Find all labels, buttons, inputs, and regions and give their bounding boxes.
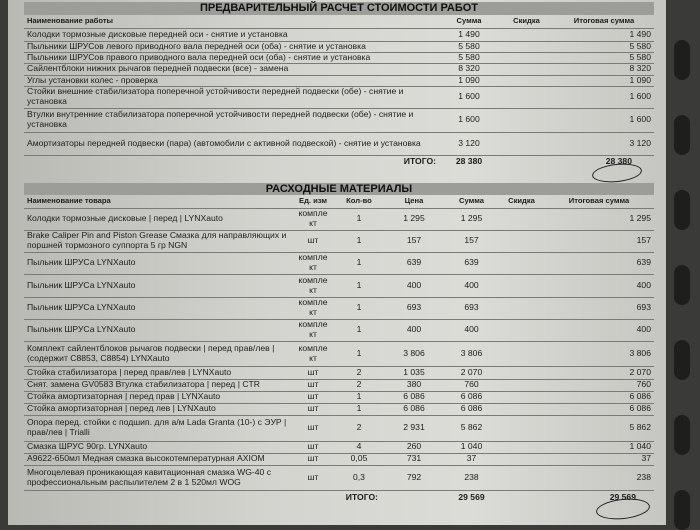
work-sum: 1 090	[439, 75, 499, 86]
materials-title: РАСХОДНЫЕ МАТЕРИАЛЫ	[24, 183, 654, 195]
item-qty: 1	[334, 341, 384, 366]
item-unit: шт	[292, 453, 334, 465]
item-discount	[499, 252, 544, 274]
item-price: 400	[384, 319, 444, 341]
work-discount	[499, 86, 554, 108]
item-price: 1 035	[384, 366, 444, 379]
work-sum: 1 490	[439, 28, 499, 41]
work-sum: 8 320	[439, 63, 499, 75]
work-discount	[499, 63, 554, 75]
materials-total-label: ИТОГО:	[345, 492, 378, 503]
table-row	[24, 441, 654, 453]
work-name: Пыльники ШРУСов левого приводного вала передней оси (оба) - снятие и установка	[24, 41, 439, 52]
table-row	[24, 132, 654, 155]
work-total: 1 490	[554, 28, 654, 41]
item-price: 792	[384, 465, 444, 490]
item-total: 6 086	[544, 391, 654, 403]
works-total-final: 28 380	[605, 156, 632, 167]
table-row	[24, 415, 654, 441]
work-discount	[499, 108, 554, 132]
item-name: Стойка амортизаторная | перед лев | LYNXauto	[24, 403, 292, 415]
col-header-qty: Кол-во	[334, 195, 384, 208]
item-name: Смазка ШРУС 90гр. LYNXauto	[24, 441, 292, 453]
work-total: 1 600	[554, 108, 654, 132]
table-row	[24, 41, 654, 52]
table-row	[24, 453, 654, 465]
item-discount	[499, 441, 544, 453]
item-unit: шт	[292, 465, 334, 490]
item-sum: 37	[444, 453, 499, 465]
item-total: 3 806	[544, 341, 654, 366]
punch-hole	[674, 490, 690, 530]
item-qty: 2	[334, 366, 384, 379]
item-unit: компле кт	[292, 341, 334, 366]
work-total: 1 090	[554, 75, 654, 86]
col-header-discount: Скидка	[499, 195, 544, 208]
item-price: 3 806	[384, 341, 444, 366]
item-discount	[499, 274, 544, 297]
item-sum: 1 040	[444, 441, 499, 453]
item-discount	[499, 379, 544, 391]
work-discount	[499, 41, 554, 52]
item-discount	[499, 208, 544, 230]
work-discount	[499, 52, 554, 63]
work-total: 5 580	[554, 52, 654, 63]
item-name: Пыльник ШРУСа LYNXauto	[24, 252, 292, 274]
item-price: 639	[384, 252, 444, 274]
item-qty: 0,3	[334, 465, 384, 490]
table-row	[24, 208, 654, 230]
item-price: 260	[384, 441, 444, 453]
item-price: 6 086	[384, 391, 444, 403]
item-unit: шт	[292, 366, 334, 379]
item-sum: 3 806	[444, 341, 499, 366]
item-discount	[499, 403, 544, 415]
work-sum: 1 600	[439, 86, 499, 108]
item-name: Стойка стабилизатора | перед прав/лев | LYNXauto	[24, 366, 292, 379]
col-header-name: Наименование работы	[24, 15, 439, 28]
col-header-total: Итоговая сумма	[544, 195, 654, 208]
item-discount	[499, 319, 544, 341]
work-sum: 5 580	[439, 52, 499, 63]
item-unit: компле кт	[292, 319, 334, 341]
work-total: 5 580	[554, 41, 654, 52]
work-name: Амортизаторы передней подвески (пара) (автомобили с активной подвеской) - снятие и установка	[24, 132, 439, 155]
item-price: 731	[384, 453, 444, 465]
table-row	[24, 297, 654, 319]
works-title: ПРЕДВАРИТЕЛЬНЫЙ РАСЧЕТ СТОИМОСТИ РАБОТ	[24, 2, 654, 15]
work-discount	[499, 28, 554, 41]
punch-hole	[674, 340, 690, 380]
item-name: Пыльник ШРУСа LYNXauto	[24, 274, 292, 297]
table-row	[24, 230, 654, 252]
punch-hole	[674, 40, 690, 80]
punch-hole	[674, 115, 690, 155]
work-discount	[499, 132, 554, 155]
work-name: Пыльники ШРУСов правого приводного вала передней оси (оба) - снятие и установка	[24, 52, 439, 63]
table-row	[24, 75, 654, 86]
item-unit: шт	[292, 230, 334, 252]
item-total: 639	[544, 252, 654, 274]
col-header-item: Наименование товара	[24, 195, 292, 208]
col-header-sum: Сумма	[444, 195, 499, 208]
item-price: 6 086	[384, 403, 444, 415]
item-qty: 1	[334, 230, 384, 252]
item-qty: 0,05	[334, 453, 384, 465]
item-unit: компле кт	[292, 208, 334, 230]
table-row	[24, 391, 654, 403]
item-price: 693	[384, 297, 444, 319]
item-qty: 2	[334, 379, 384, 391]
item-total: 693	[544, 297, 654, 319]
item-qty: 1	[334, 297, 384, 319]
table-row	[24, 403, 654, 415]
item-sum: 5 862	[444, 415, 499, 441]
item-qty: 1	[334, 208, 384, 230]
item-sum: 760	[444, 379, 499, 391]
table-row	[24, 52, 654, 63]
materials-total-final: 29 569	[609, 492, 636, 503]
work-total: 1 600	[554, 86, 654, 108]
item-name: Многоцелевая проникающая кавитационная смазка WG-40 с профессиональным распылителем 2 в 1 520мл WOG	[24, 465, 292, 490]
table-row	[24, 366, 654, 379]
item-name: Пыльник ШРУСа LYNXauto	[24, 319, 292, 341]
item-price: 2 931	[384, 415, 444, 441]
item-qty: 1	[334, 252, 384, 274]
item-sum: 1 295	[444, 208, 499, 230]
item-sum: 2 070	[444, 366, 499, 379]
item-discount	[499, 465, 544, 490]
item-discount	[499, 297, 544, 319]
item-total: 1 040	[544, 441, 654, 453]
item-qty: 1	[334, 391, 384, 403]
works-table	[24, 15, 654, 169]
work-name: Колодки тормозные дисковые передней оси - снятие и установка	[24, 28, 439, 41]
item-name: Опора перед. стойки с подшип. для а/м Lada Granta (10-) с ЭУР | прав/лев | Trialli	[24, 415, 292, 441]
table-row	[24, 465, 654, 490]
item-sum: 400	[444, 274, 499, 297]
item-unit: компле кт	[292, 274, 334, 297]
col-header-sum: Сумма	[439, 15, 499, 28]
work-sum: 1 600	[439, 108, 499, 132]
item-price: 380	[384, 379, 444, 391]
item-unit: шт	[292, 441, 334, 453]
item-unit: шт	[292, 415, 334, 441]
item-sum: 639	[444, 252, 499, 274]
item-total: 400	[544, 274, 654, 297]
table-row	[24, 379, 654, 391]
col-header-discount: Скидка	[499, 15, 554, 28]
col-header-unit: Ед. изм	[292, 195, 334, 208]
item-qty: 1	[334, 403, 384, 415]
item-sum: 238	[444, 465, 499, 490]
item-price: 1 295	[384, 208, 444, 230]
punch-hole	[674, 190, 690, 230]
materials-table	[24, 195, 654, 506]
item-total: 37	[544, 453, 654, 465]
item-total: 238	[544, 465, 654, 490]
table-row	[24, 252, 654, 274]
work-sum: 5 580	[439, 41, 499, 52]
work-name: Углы установки колес - проверка	[24, 75, 439, 86]
item-discount	[499, 230, 544, 252]
item-total: 157	[544, 230, 654, 252]
work-total: 8 320	[554, 63, 654, 75]
table-row	[24, 341, 654, 366]
item-name: Пыльник ШРУСа LYNXauto	[24, 297, 292, 319]
table-row	[24, 274, 654, 297]
item-sum: 6 086	[444, 403, 499, 415]
col-header-price: Цена	[384, 195, 444, 208]
work-name: Втулки внутренние стабилизатора поперечной устойчивости передней подвески (обе) - снятие и установка	[24, 108, 439, 132]
item-discount	[499, 366, 544, 379]
item-name: Колодки тормозные дисковые | перед | LYNXauto	[24, 208, 292, 230]
item-unit: шт	[292, 379, 334, 391]
punch-hole	[674, 265, 690, 305]
works-total-label: ИТОГО:	[403, 156, 436, 167]
works-total-sum: 28 380	[455, 156, 483, 167]
punch-hole	[674, 415, 690, 455]
item-sum: 400	[444, 319, 499, 341]
work-sum: 3 120	[439, 132, 499, 155]
item-name: А9622-650мл Медная смазка высокотемпературная AXIOM	[24, 453, 292, 465]
item-qty: 4	[334, 441, 384, 453]
item-name: Снят. замена GV0583 Втулка стабилизатора | перед | CTR	[24, 379, 292, 391]
item-total: 760	[544, 379, 654, 391]
col-header-total: Итоговая сумма	[554, 15, 654, 28]
item-unit: шт	[292, 391, 334, 403]
item-sum: 693	[444, 297, 499, 319]
item-name: Стойка амортизаторная | перед прав | LYNXauto	[24, 391, 292, 403]
item-qty: 1	[334, 319, 384, 341]
item-discount	[499, 391, 544, 403]
table-row	[24, 63, 654, 75]
table-row	[24, 108, 654, 132]
item-total: 6 086	[544, 403, 654, 415]
item-name: Brake Caliper Pin and Piston Grease Смазка для направляющих и поршней тормозного суппорта 5 гр NGN	[24, 230, 292, 252]
item-sum: 157	[444, 230, 499, 252]
item-total: 5 862	[544, 415, 654, 441]
table-row	[24, 28, 654, 41]
materials-total-sum: 29 569	[458, 492, 485, 503]
item-discount	[499, 341, 544, 366]
item-sum: 6 086	[444, 391, 499, 403]
item-unit: шт	[292, 403, 334, 415]
item-qty: 2	[334, 415, 384, 441]
item-total: 2 070	[544, 366, 654, 379]
table-row	[24, 319, 654, 341]
work-discount	[499, 75, 554, 86]
item-discount	[499, 415, 544, 441]
item-price: 400	[384, 274, 444, 297]
item-qty: 1	[334, 274, 384, 297]
work-name: Сайлентблоки нижних рычагов передней подвески (все) - замена	[24, 63, 439, 75]
item-unit: компле кт	[292, 297, 334, 319]
item-name: Комплект сайлентблоков рычагов подвески | перед прав/лев | (содержит С8853, С8854) LYNXauto	[24, 341, 292, 366]
item-unit: компле кт	[292, 252, 334, 274]
item-total: 400	[544, 319, 654, 341]
work-name: Стойки внешние стабилизатора поперечной устойчивости передней подвески (обе) - снятие и установка	[24, 86, 439, 108]
item-total: 1 295	[544, 208, 654, 230]
table-row	[24, 86, 654, 108]
work-total: 3 120	[554, 132, 654, 155]
item-price: 157	[384, 230, 444, 252]
item-discount	[499, 453, 544, 465]
